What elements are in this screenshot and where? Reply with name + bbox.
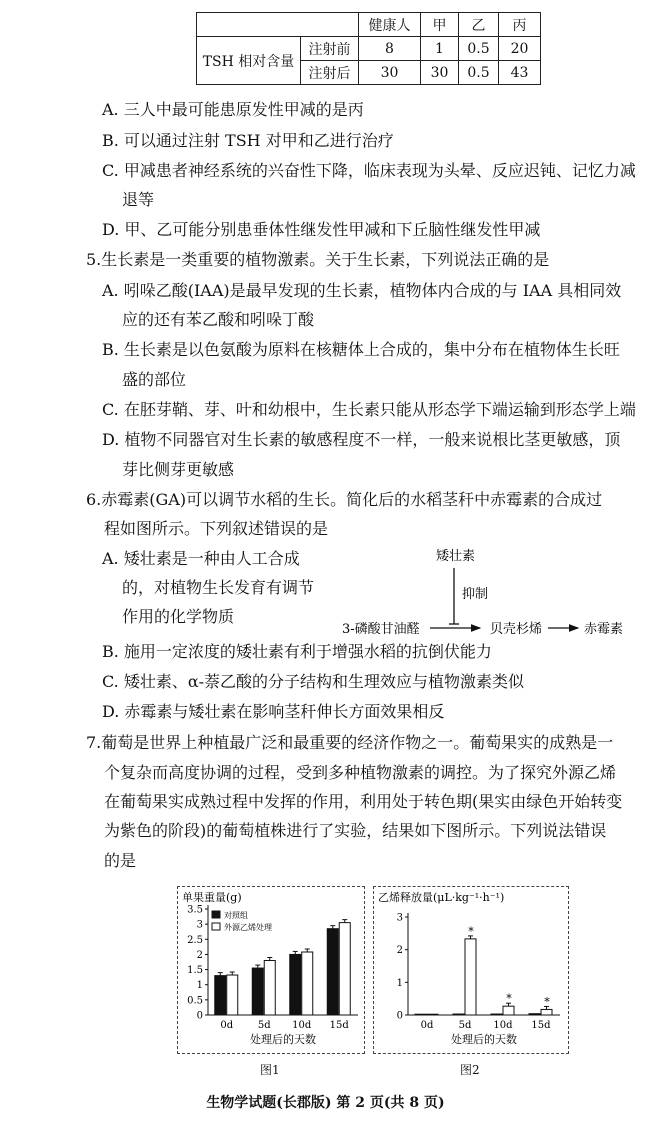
pathway-step-3: 赤霉素	[584, 622, 624, 637]
table-cell: 8	[359, 37, 421, 61]
bar	[415, 1014, 426, 1015]
x-tick-label: 10d	[493, 1020, 513, 1031]
x-tick-label: 15d	[329, 1020, 349, 1031]
y-tick-label: 2.5	[187, 934, 203, 946]
q6-option-a-cont: 的，对植物生长发育有调节	[122, 578, 315, 597]
table-cell: 0.5	[459, 37, 499, 61]
bar	[427, 1014, 438, 1015]
ethylene-release-chart	[374, 887, 568, 1053]
table-cell: 43	[499, 61, 541, 85]
q5-option-a-cont: 应的还有苯乙酸和吲哚丁酸	[122, 310, 315, 329]
q6-stem-cont: 程如图所示。下列叙述错误的是	[104, 519, 329, 538]
fruit-weight-chart	[178, 887, 364, 1053]
y-tick-label: 0.5	[187, 995, 203, 1007]
x-axis-label: 处理后的天数	[451, 1033, 517, 1046]
y-tick-label: 3.5	[187, 904, 203, 916]
y-tick-label: 3	[396, 912, 403, 924]
q7-stem-cont: 在葡萄果实成熟过程中发挥的作用，利用处于转色期(果实由绿色开始转变	[104, 792, 623, 811]
tsh-table	[196, 12, 541, 85]
q7-stem-cont: 的是	[104, 851, 137, 870]
significance-marker: *	[468, 924, 474, 938]
legend-swatch	[212, 923, 220, 930]
q6-option-b: B. 施用一定浓度的矮壮素有利于增强水稻的抗倒伏能力	[102, 642, 492, 661]
pathway-step-1: 3-磷酸甘油醛	[342, 622, 420, 637]
x-axis-label: 处理后的天数	[250, 1033, 316, 1046]
y-tick-label: 1	[196, 980, 203, 992]
q7-stem-cont: 为紫色的阶段)的葡萄植株进行了实验，结果如下图所示。下列说法错误	[104, 821, 607, 840]
table-row-label: TSH 相对含量	[197, 37, 301, 85]
q7-stem-cont: 个复杂而高度协调的过程，受到多种植物激素的调控。为了探究外源乙烯	[104, 763, 617, 782]
q6-option-a: A. 矮壮素是一种由人工合成	[102, 549, 300, 568]
q5-option-d: D. 植物不同器官对生长素的敏感程度不一样，一般来说根比茎更敏感，顶	[102, 430, 621, 449]
table-header-cell: 乙	[459, 13, 499, 37]
table-cell: 注射后	[301, 61, 359, 85]
table-cell: 30	[359, 61, 421, 85]
q4-option-b: B. 可以通过注射 TSH 对甲和乙进行治疗	[102, 131, 394, 150]
bar	[529, 1014, 540, 1015]
bar	[491, 1014, 502, 1015]
q6-option-d: D. 赤霉素与矮壮素在影响茎秆伸长方面效果相反	[102, 702, 445, 721]
q5-option-b: B. 生长素是以色氨酸为原料在核糖体上合成的，集中分布在植物体生长旺	[102, 340, 620, 359]
table-row	[197, 37, 541, 61]
q4-option-c: C. 甲减患者神经系统的兴奋性下降，临床表现为头晕、反应迟钝、记忆力减	[102, 161, 636, 180]
x-tick-label: 10d	[292, 1020, 312, 1031]
chart-2-frame	[373, 886, 569, 1054]
y-tick-label: 3	[196, 919, 203, 931]
q4-option-d: D. 甲、乙可能分别患垂体性继发性甲减和下丘脑性继发性甲减	[102, 220, 541, 239]
y-tick-label: 0	[196, 1010, 203, 1022]
x-tick-label: 5d	[257, 1020, 271, 1031]
inhibit-label: 抑制	[462, 587, 489, 602]
bar	[503, 1006, 514, 1015]
table-cell: 0.5	[459, 61, 499, 85]
bar	[327, 929, 338, 1015]
legend-swatch	[212, 911, 220, 918]
q5-option-b-cont: 盛的部位	[122, 370, 187, 389]
q6-stem: 6.赤霉素(GA)可以调节水稻的生长。简化后的水稻茎秆中赤霉素的合成过	[86, 490, 603, 509]
bar	[453, 1014, 464, 1015]
y-tick-label: 2	[196, 949, 203, 961]
bar	[339, 923, 350, 1015]
table-cell: 30	[421, 61, 459, 85]
x-tick-label: 5d	[458, 1020, 472, 1031]
significance-marker: *	[506, 992, 512, 1006]
y-tick-label: 1.5	[187, 965, 203, 977]
chart-1-frame	[177, 886, 365, 1054]
y-tick-label: 0	[396, 1010, 403, 1022]
inhibitor-label: 矮壮素	[436, 549, 476, 564]
q5-option-c: C. 在胚芽鞘、芽、叶和幼根中，生长素只能从形态学下端运输到形态学上端	[102, 400, 636, 419]
q5-option-a: A. 吲哚乙酸(IAA)是最早发现的生长素，植物体内合成的与 IAA 具相同效	[102, 281, 622, 300]
bar	[252, 968, 263, 1015]
x-tick-label: 15d	[531, 1020, 551, 1031]
q6-option-c: C. 矮壮素、α-萘乙酸的分子结构和生理效应与植物激素类似	[102, 672, 525, 691]
bar	[302, 952, 313, 1015]
table-header-cell: 甲	[421, 13, 459, 37]
table-header-cell: 健康人	[359, 13, 421, 37]
y-tick-label: 1	[396, 977, 403, 989]
bar	[541, 1009, 552, 1015]
table-cell: 注射前	[301, 37, 359, 61]
table-cell: 20	[499, 37, 541, 61]
q5-option-d-cont: 芽比侧芽更敏感	[122, 460, 235, 479]
y-tick-label: 2	[396, 945, 403, 957]
pathway-step-2: 贝壳杉烯	[490, 622, 543, 637]
page-footer: 生物学试题(长郡版) 第 2 页(共 8 页)	[206, 1095, 445, 1111]
table-cell: 1	[421, 37, 459, 61]
q6-option-a-cont: 作用的化学物质	[122, 607, 235, 626]
table-header-cell: 丙	[499, 13, 541, 37]
x-tick-label: 0d	[220, 1020, 234, 1031]
bar	[264, 960, 275, 1015]
significance-marker: *	[544, 995, 550, 1009]
legend-label: 对照组	[224, 911, 248, 920]
y-axis-label: 单果重量(g)	[182, 891, 242, 904]
q5-stem: 5.生长素是一类重要的植物激素。关于生长素，下列说法正确的是	[86, 250, 550, 269]
x-tick-label: 0d	[420, 1020, 434, 1031]
bar	[215, 976, 226, 1015]
bar	[290, 954, 301, 1015]
table-header-row	[197, 13, 541, 37]
q4-option-a: A. 三人中最可能患原发性甲减的是丙	[102, 100, 364, 119]
q4-option-c-cont: 退等	[122, 190, 155, 209]
bar	[227, 975, 238, 1015]
legend-label: 外源乙烯处理	[224, 923, 272, 932]
figure-2-caption: 图2	[460, 1063, 480, 1077]
q7-stem: 7.葡萄是世界上种植最广泛和最重要的经济作物之一。葡萄果实的成熟是一	[86, 733, 614, 752]
y-axis-label: 乙烯释放量(μL·kg⁻¹·h⁻¹)	[378, 891, 505, 904]
gibberellin-pathway-diagram	[340, 540, 640, 640]
bar	[465, 939, 476, 1015]
figure-1-caption: 图1	[260, 1063, 280, 1077]
